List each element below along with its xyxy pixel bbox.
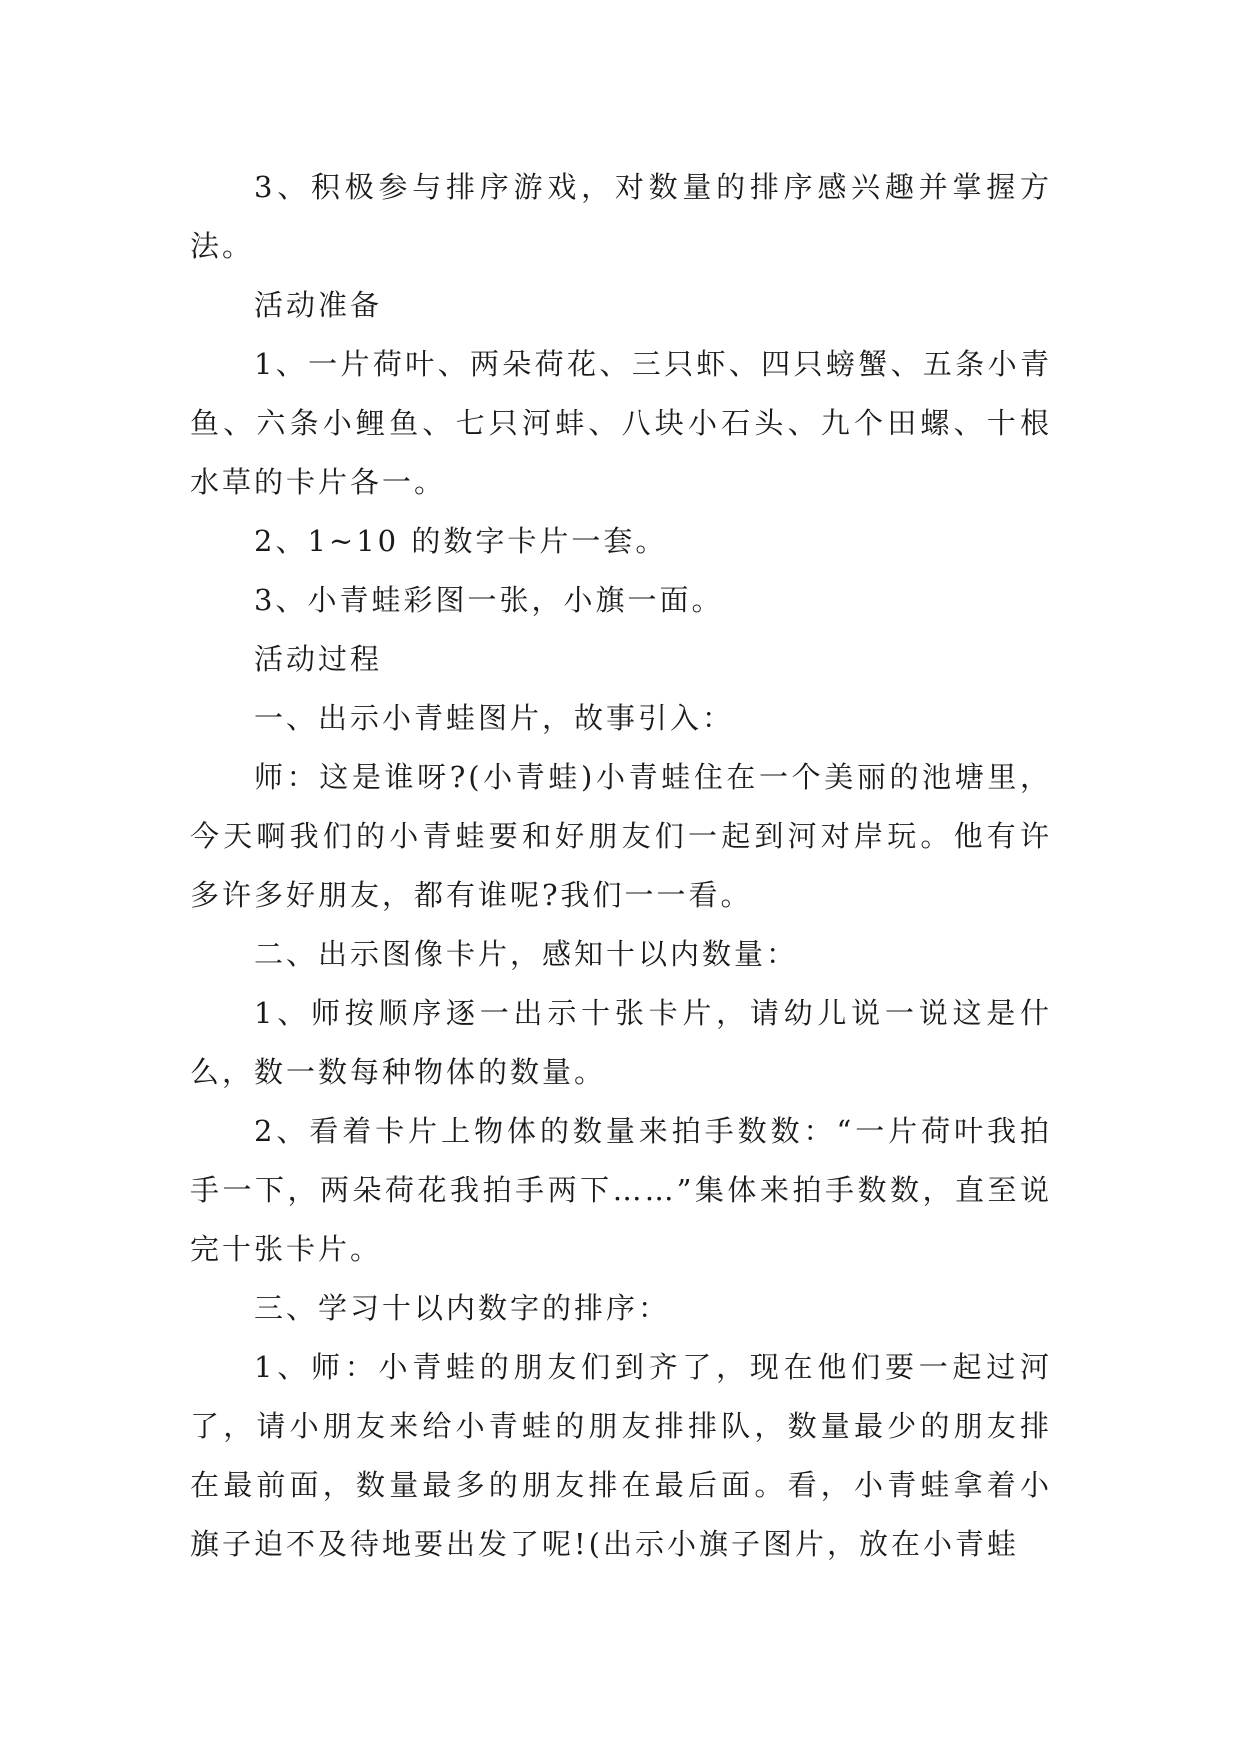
paragraph-step-3-1: 1、师：小青蛙的朋友们到齐了，现在他们要一起过河了，请小朋友来给小青蛙的朋友排排队，数量最少的朋友排在最前面，数量最多的朋友排在最后面。看，小青蛙拿着小旗子迫不及待地要出发了呢!(出示小旗子图片，放在小青蛙	[190, 1350, 1052, 1561]
paragraph-prep-2: 2、1~10 的数字卡片一套。	[254, 524, 668, 558]
paragraph-step-3: 三、学习十以内数字的排序：	[254, 1291, 671, 1325]
paragraph-prep-3: 3、小青蛙彩图一张，小旗一面。	[254, 583, 724, 617]
paragraph-step-2-1: 1、师按顺序逐一出示十张卡片，请幼儿说一说这是什么，数一数每种物体的数量。	[190, 996, 1052, 1089]
paragraph-teacher-intro: 师：这是谁呀?(小青蛙)小青蛙住在一个美丽的池塘里，今天啊我们的小青蛙要和好朋友们一起到河对岸玩。他有许多许多好朋友，都有谁呢?我们一一看。	[190, 760, 1052, 912]
document-body	[190, 158, 1052, 1574]
paragraph-step-1: 一、出示小青蛙图片，故事引入：	[254, 701, 735, 735]
paragraph-step-2: 二、出示图像卡片，感知十以内数量：	[254, 937, 799, 971]
paragraph-prep-1: 1、一片荷叶、两朵荷花、三只虾、四只螃蟹、五条小青鱼、六条小鲤鱼、七只河蚌、八块小石头、九个田螺、十根水草的卡片各一。	[190, 347, 1052, 499]
heading-activity-preparation: 活动准备	[254, 288, 383, 322]
heading-activity-process: 活动过程	[254, 642, 383, 676]
paragraph-goal-3: 3、积极参与排序游戏，对数量的排序感兴趣并掌握方法。	[190, 170, 1052, 263]
paragraph-step-2-2: 2、看着卡片上物体的数量来拍手数数：“一片荷叶我拍手一下，两朵荷花我拍手两下……”集体来拍手数数，直至说完十张卡片。	[190, 1114, 1052, 1266]
